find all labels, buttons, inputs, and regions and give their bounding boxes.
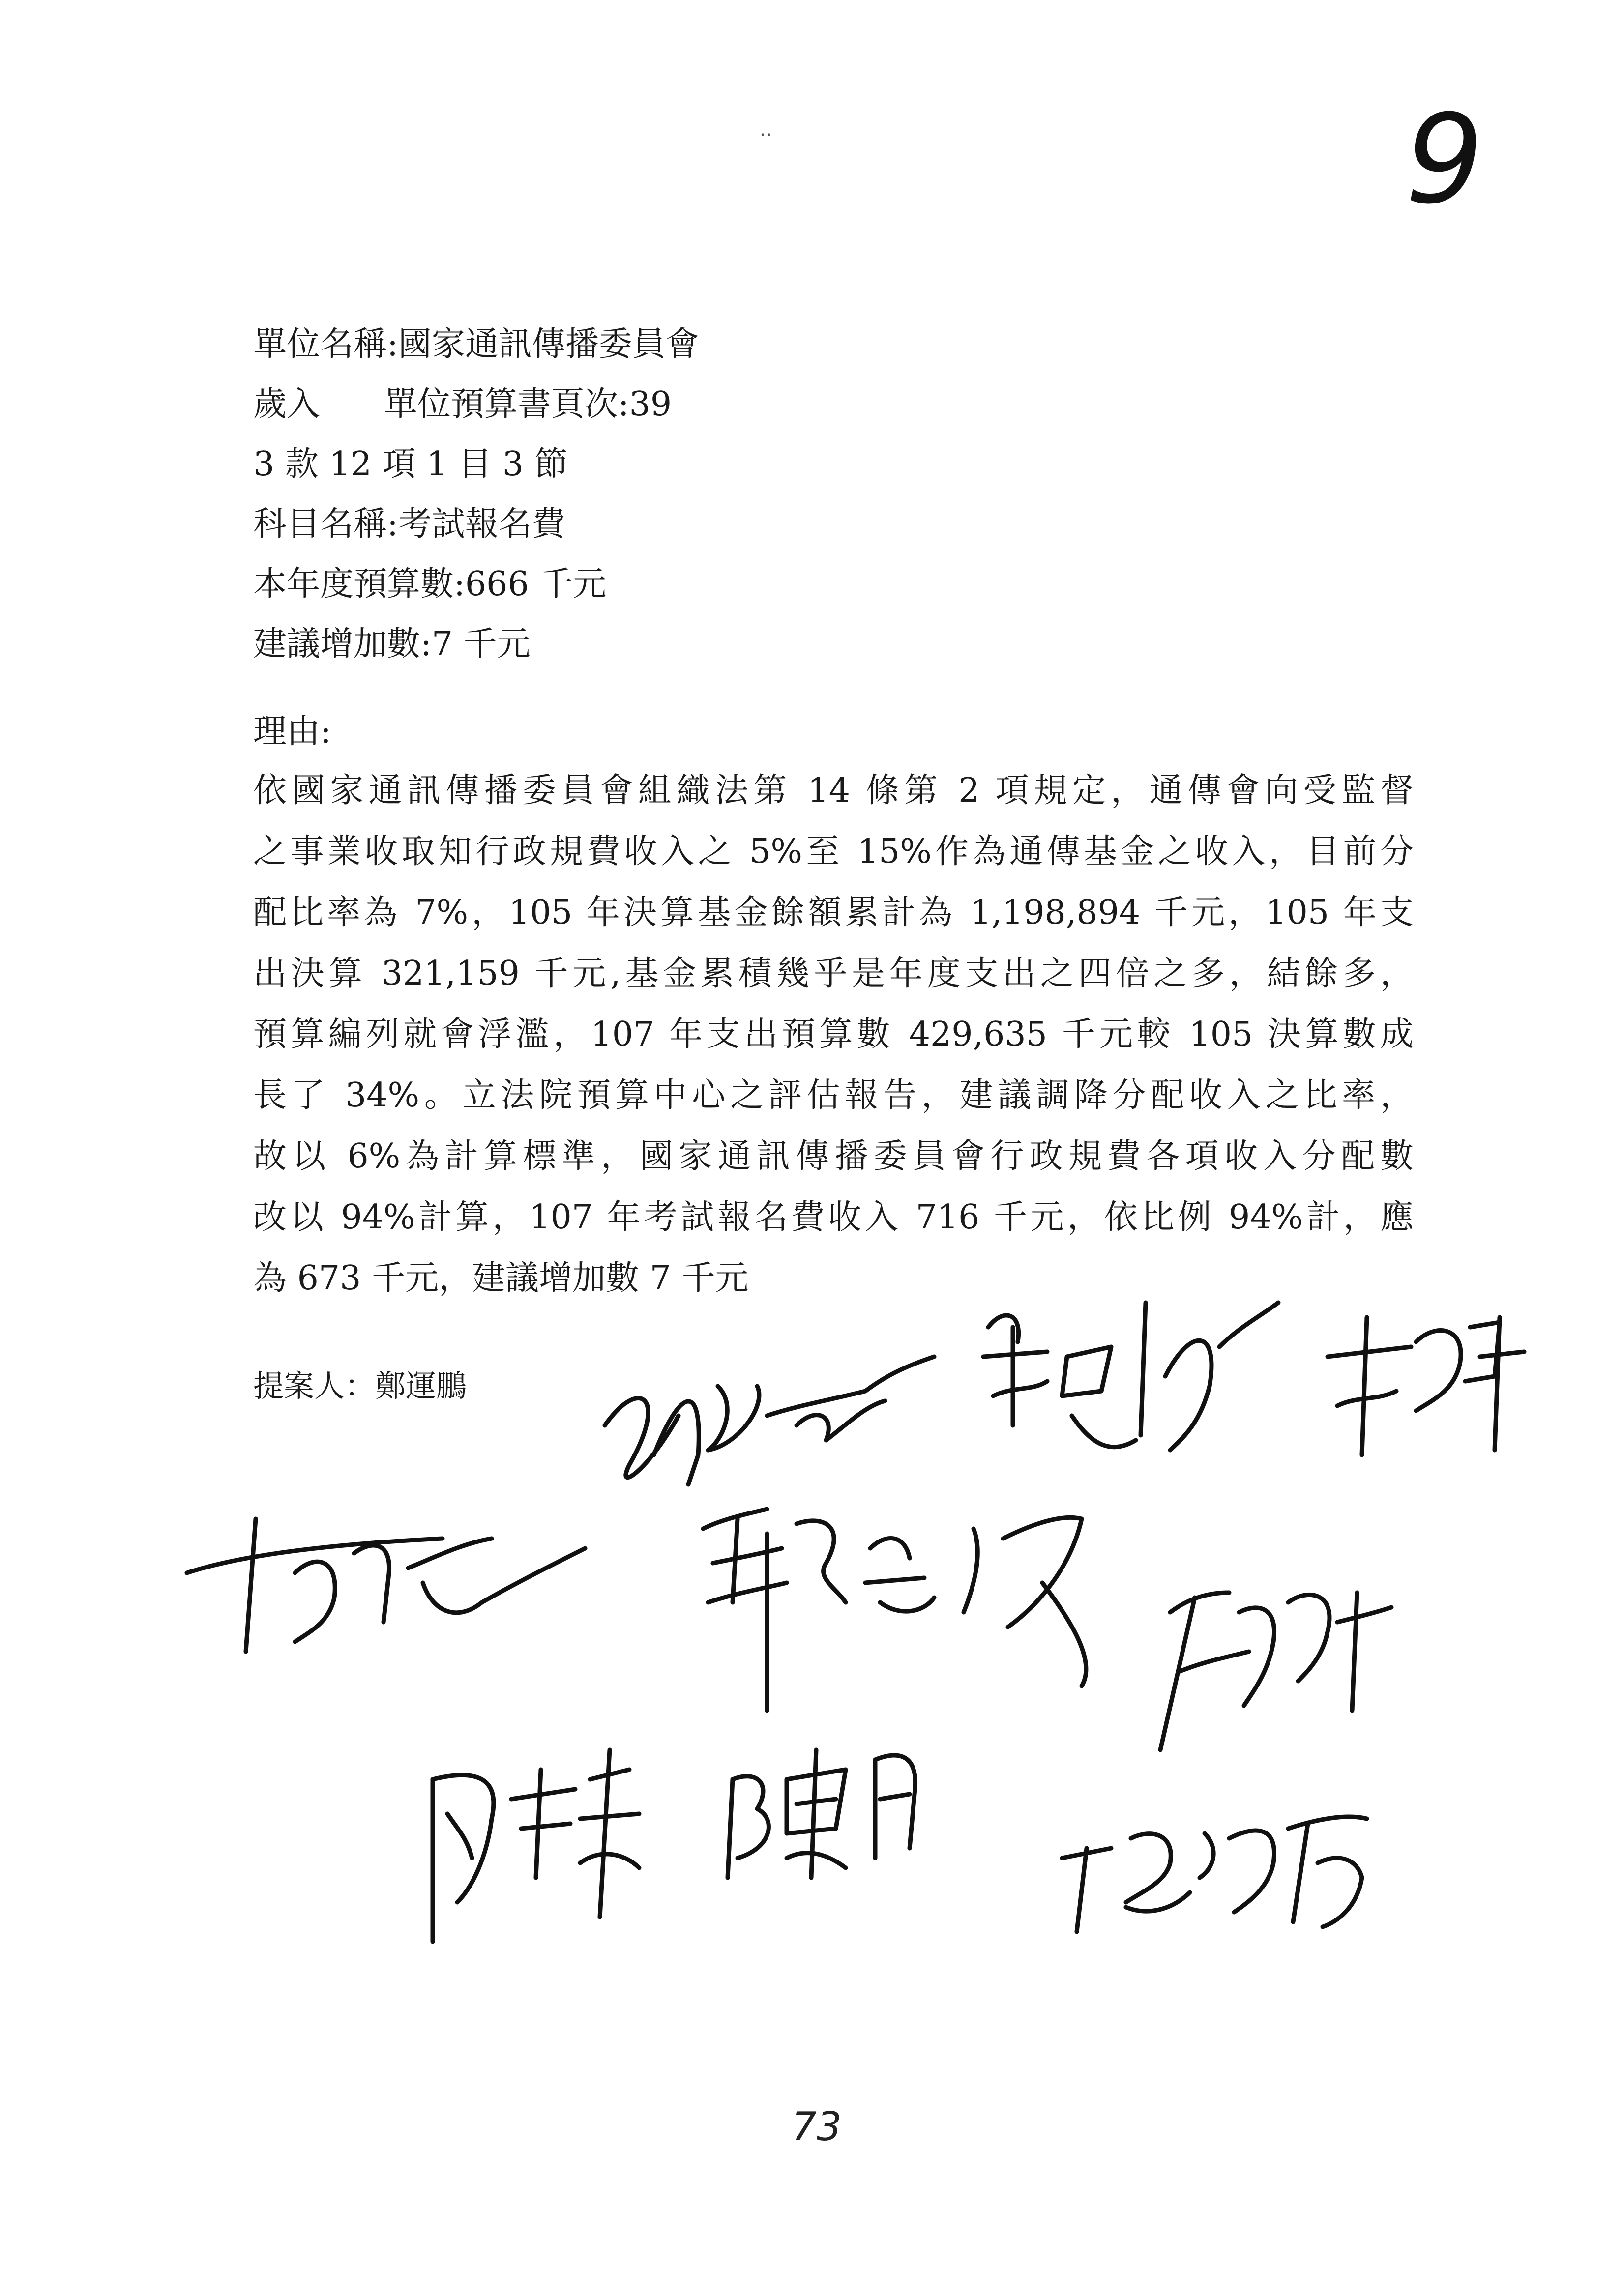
signature-7 [433, 1750, 639, 1942]
section-line: 3 款 12 項 1 目 3 節 [253, 445, 568, 484]
reason-line: 出決算 321,159 千元,基金累積幾乎是年度支出之四倍之多，結餘多， [253, 954, 1414, 993]
reason-line: 長了 34%。立法院預算中心之評估報告，建議調降分配收入之比率， [253, 1076, 1414, 1115]
reason-line: 依國家通訊傳播委員會組織法第 14 條第 2 項規定，通傳會向受監督 [253, 771, 1414, 810]
budget-header [253, 315, 1433, 674]
signature-2 [983, 1303, 1278, 1450]
subject-name-line: 科目名稱:考試報名費 [253, 505, 565, 544]
revenue-page-line: 歲入 單位預算書頁次:39 [253, 385, 672, 424]
handwritten-page-number: 9 [1405, 88, 1484, 231]
reason-line: 為 673 千元，建議增加數 7 千元 [253, 1259, 749, 1298]
signature-8 [728, 1750, 915, 1878]
unit-name-line: 單位名稱:國家通訊傳播委員會 [253, 325, 699, 364]
signature-9 [1062, 1817, 1367, 1932]
proposer-label: 提案人：鄭運鵬 [253, 1368, 467, 1404]
reason-line: 配比率為 7%，105 年決算基金餘額累計為 1,198,894 千元，105 年支 [253, 893, 1414, 932]
signature-6 [1160, 1593, 1391, 1750]
reason-line: 預算編列就會浮濫，107 年支出預算數 429,635 千元較 105 決算數成 [253, 1015, 1414, 1054]
reason-body [253, 760, 1414, 1309]
reason-line: 之事業收取知行政規費收入之 5%至 15%作為通傳基金之收入，目前分 [253, 832, 1414, 871]
scan-mark: .. [760, 118, 772, 141]
signature-4 [187, 1519, 585, 1652]
signature-1 [605, 1357, 934, 1484]
signature-5 [703, 1509, 1086, 1711]
reason-title: 理由: [253, 712, 331, 751]
reason-line: 改以 94%計算，107 年考試報名費收入 716 千元，依比例 94%計，應 [253, 1198, 1414, 1237]
signature-3 [1328, 1317, 1524, 1455]
reason-line: 故以 6%為計算標準，國家通訊傳播委員會行政規費各項收入分配數 [253, 1137, 1414, 1176]
budget-amount-line: 本年度預算數:666 千元 [253, 565, 607, 604]
handwritten-footer-page-number: 73 [792, 2104, 842, 2150]
proposed-increase-line: 建議增加數:7 千元 [253, 625, 531, 664]
